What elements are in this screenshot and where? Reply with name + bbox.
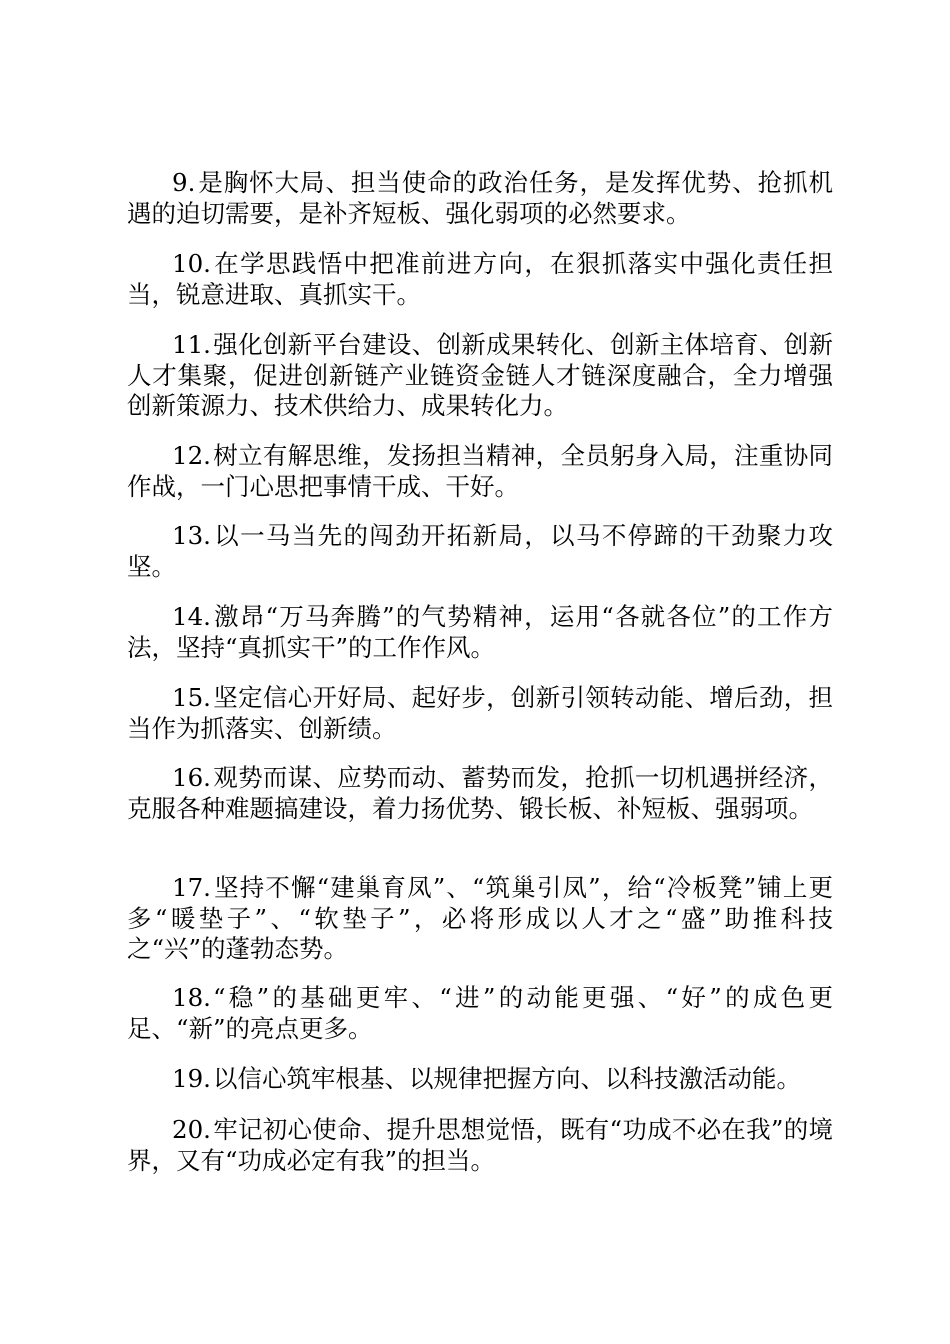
item-number: 17. <box>172 873 211 902</box>
item-text: 坚持不懈“建巢育凤”、“筑巢引凤”，给“冷板凳”铺上更多“暖垫子”、“软垫子”，必将形成以人才之“盛”助推科技之“兴”的蓬勃态势。 <box>127 873 833 963</box>
item-number: 15. <box>172 683 211 712</box>
item-number: 19. <box>172 1064 211 1093</box>
list-item <box>127 983 833 1044</box>
item-text: 以信心筑牢根基、以规律把握方向、以科技激活动能。 <box>212 1064 801 1093</box>
item-number: 14. <box>172 602 211 631</box>
list-item <box>127 602 833 663</box>
item-number: 11. <box>172 330 211 359</box>
item-text: 在学思践悟中把准前进方向，在狠抓落实中强化责任担当，锐意进取、真抓实干。 <box>127 249 833 309</box>
list-item <box>127 873 833 965</box>
list-item <box>127 249 833 310</box>
list-item <box>127 1115 833 1176</box>
list-item <box>127 330 833 422</box>
item-text: 强化创新平台建设、创新成果转化、创新主体培育、创新人才集聚，促进创新链产业链资金链人才链深度融合，全力增强创新策源力、技术供给力、成果转化力。 <box>127 330 833 420</box>
item-number: 12. <box>172 441 211 470</box>
item-text: 以一马当先的闯劲开拓新局，以马不停蹄的干劲聚力攻坚。 <box>127 521 833 581</box>
item-text: 树立有解思维，发扬担当精神，全员躬身入局，注重协同作战，一门心思把事情干成、干好。 <box>127 441 833 501</box>
item-number: 13. <box>172 521 211 550</box>
item-text: 激昂“万马奔腾”的气势精神，运用“各就各位”的工作方法，坚持“真抓实干”的工作作风。 <box>127 602 833 662</box>
item-text: 牢记初心使命、提升思想觉悟，既有“功成不必在我”的境界，又有“功成必定有我”的担当。 <box>127 1115 833 1175</box>
item-number: 20. <box>172 1115 211 1144</box>
list-item <box>127 521 833 582</box>
item-text: 坚定信心开好局、起好步，创新引领转动能、增后劲，担当作为抓落实、创新绩。 <box>127 683 833 743</box>
list-item <box>127 763 833 824</box>
item-text: “稳”的基础更牢、“进”的动能更强、“好”的成色更足、“新”的亮点更多。 <box>127 983 833 1043</box>
list-item <box>127 441 833 502</box>
item-number: 16. <box>172 763 211 792</box>
item-text: 是胸怀大局、担当使命的政治任务，是发挥优势、抢抓机遇的迫切需要，是补齐短板、强化弱项的必然要求。 <box>127 168 833 228</box>
list-item <box>127 168 833 229</box>
list-item <box>127 683 833 744</box>
item-number: 9. <box>172 168 196 197</box>
item-text: 观势而谋、应势而动、蓄势而发，抢抓一切机遇拼经济，克服各种难题搞建设，着力扬优势、锻长板、补短板、强弱项。 <box>127 763 833 823</box>
item-number: 10. <box>172 249 211 278</box>
item-number: 18. <box>172 983 211 1012</box>
list-item <box>127 1064 833 1095</box>
